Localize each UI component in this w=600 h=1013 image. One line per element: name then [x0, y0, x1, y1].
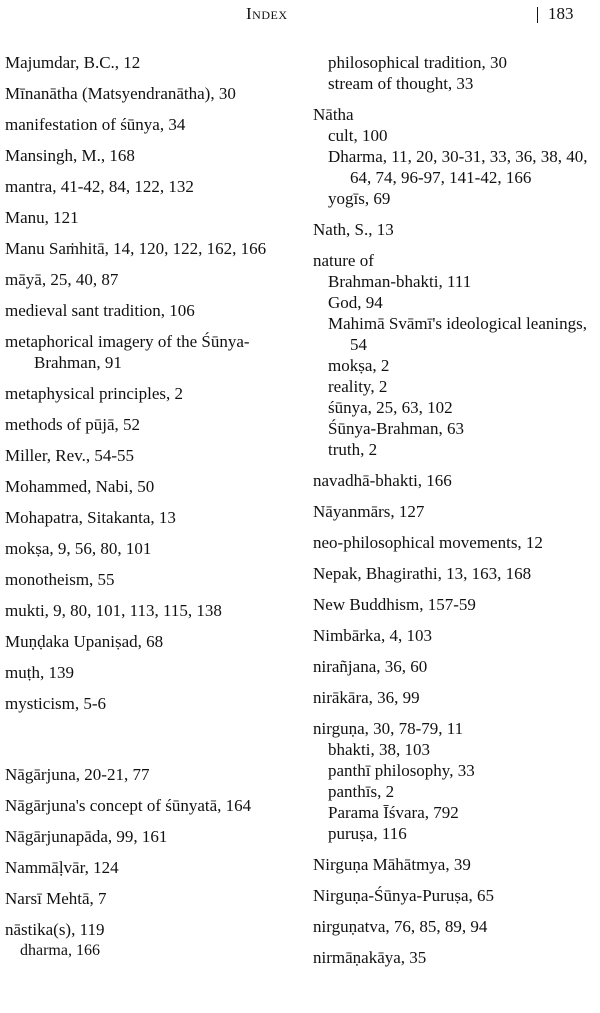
index-entry: navadhā-bhakti, 166	[313, 471, 452, 490]
index-subentry: mokṣa, 2	[328, 356, 390, 375]
index-entry: New Buddhism, 157-59	[313, 595, 476, 614]
index-subentry: bhakti, 38, 103	[328, 740, 430, 759]
index-entry: Manu, 121	[5, 208, 79, 227]
index-entry: Nimbārka, 4, 103	[313, 626, 432, 645]
index-subentry: dharma, 166	[20, 942, 100, 959]
index-entry: mukti, 9, 80, 101, 113, 115, 138	[5, 601, 222, 620]
index-entry: mantra, 41-42, 84, 122, 132	[5, 177, 194, 196]
index-subentry: Brahman-bhakti, 111	[328, 272, 472, 291]
index-entry: mysticism, 5-6	[5, 694, 107, 713]
index-entry: metaphysical principles, 2	[5, 384, 183, 403]
index-entry: medieval sant tradition, 106	[5, 301, 195, 320]
index-entry: Nammāḷvār, 124	[5, 858, 119, 877]
index-entry: Miller, Rev., 54-55	[5, 446, 135, 465]
page-header	[0, 0, 600, 40]
index-entry: neo-philosophical movements, 12	[313, 533, 543, 552]
index-entry: Nātha	[313, 105, 354, 124]
index-entry: Muṇḍaka Upaniṣad, 68	[5, 632, 164, 651]
index-entry: Nāgārjunapāda, 99, 161	[5, 827, 168, 846]
index-entry: mokṣa, 9, 56, 80, 101	[5, 539, 152, 558]
index-entry: Nāgārjuna, 20-21, 77	[5, 765, 150, 784]
index-entry: Nath, S., 13	[313, 220, 394, 239]
index-subentry: yogīs, 69	[328, 189, 391, 208]
index-entry: nature of	[313, 251, 374, 270]
index-entry: Manu Saṁhitā, 14, 120, 122, 162, 166	[5, 239, 267, 258]
index-subentry: philosophical tradition, 30	[328, 53, 507, 72]
index-entry: Narsī Mehtā, 7	[5, 889, 107, 908]
index-entry: nirguṇatva, 76, 85, 89, 94	[313, 917, 488, 936]
index-subentry: God, 94	[328, 293, 383, 312]
index-entry: Nāyanmārs, 127	[313, 502, 425, 521]
index-column-left	[5, 52, 295, 961]
index-entry: nāstika(s), 119	[5, 920, 105, 939]
index-entry: muṭh, 139	[5, 663, 74, 682]
index-subentry: Śūnya-Brahman, 63	[328, 419, 464, 438]
running-title: Index	[246, 4, 288, 23]
index-entry: nirākāra, 36, 99	[313, 688, 420, 707]
page-number: 183	[548, 4, 574, 23]
index-entry: metaphorical imagery of the Śūnya-Brahman, 91	[5, 332, 250, 372]
index-entry: Mansingh, M., 168	[5, 146, 135, 165]
index-entry: Nirguṇa-Śūnya-Puruṣa, 65	[313, 886, 494, 905]
index-entry: methods of pūjā, 52	[5, 415, 141, 434]
header-divider	[537, 7, 538, 23]
index-subentry: truth, 2	[328, 440, 378, 459]
index-entry: nirañjana, 36, 60	[313, 657, 428, 676]
index-entry: Nāgārjuna's concept of śūnyatā, 164	[5, 796, 252, 815]
index-entry: Majumdar, B.C., 12	[5, 53, 141, 72]
index-subentry: śūnya, 25, 63, 102	[328, 398, 453, 417]
index-entry: nirguṇa, 30, 78-79, 11	[313, 719, 464, 738]
index-entry: Mohammed, Nabi, 50	[5, 477, 155, 496]
index-subentry: cult, 100	[328, 126, 388, 145]
index-subentry: reality, 2	[328, 377, 388, 396]
index-entry: manifestation of śūnya, 34	[5, 115, 186, 134]
index-entry: monotheism, 55	[5, 570, 115, 589]
index-entry: Mīnanātha (Matsyendranātha), 30	[5, 84, 236, 103]
index-subentry: panthīs, 2	[328, 782, 395, 801]
index-subentry: stream of thought, 33	[328, 74, 474, 93]
index-entry: Nirguṇa Māhātmya, 39	[313, 855, 471, 874]
index-subentry: panthī philosophy, 33	[328, 761, 475, 780]
index-subentry: Dharma, 11, 20, 30-31, 33, 36, 38, 40, 64, 74, 96-97, 141-42, 166	[328, 147, 588, 187]
index-entry: Mohapatra, Sitakanta, 13	[5, 508, 176, 527]
index-entry: māyā, 25, 40, 87	[5, 270, 119, 289]
index-entry: Nepak, Bhagirathi, 13, 163, 168	[313, 564, 532, 583]
index-subentry: Mahimā Svāmī's ideological leanings, 54	[328, 314, 587, 354]
index-subentry: puruṣa, 116	[328, 824, 407, 843]
index-subentry: Parama Īśvara, 792	[328, 803, 459, 822]
index-entry: nirmāṇakāya, 35	[313, 948, 427, 967]
index-column-right	[313, 52, 598, 968]
